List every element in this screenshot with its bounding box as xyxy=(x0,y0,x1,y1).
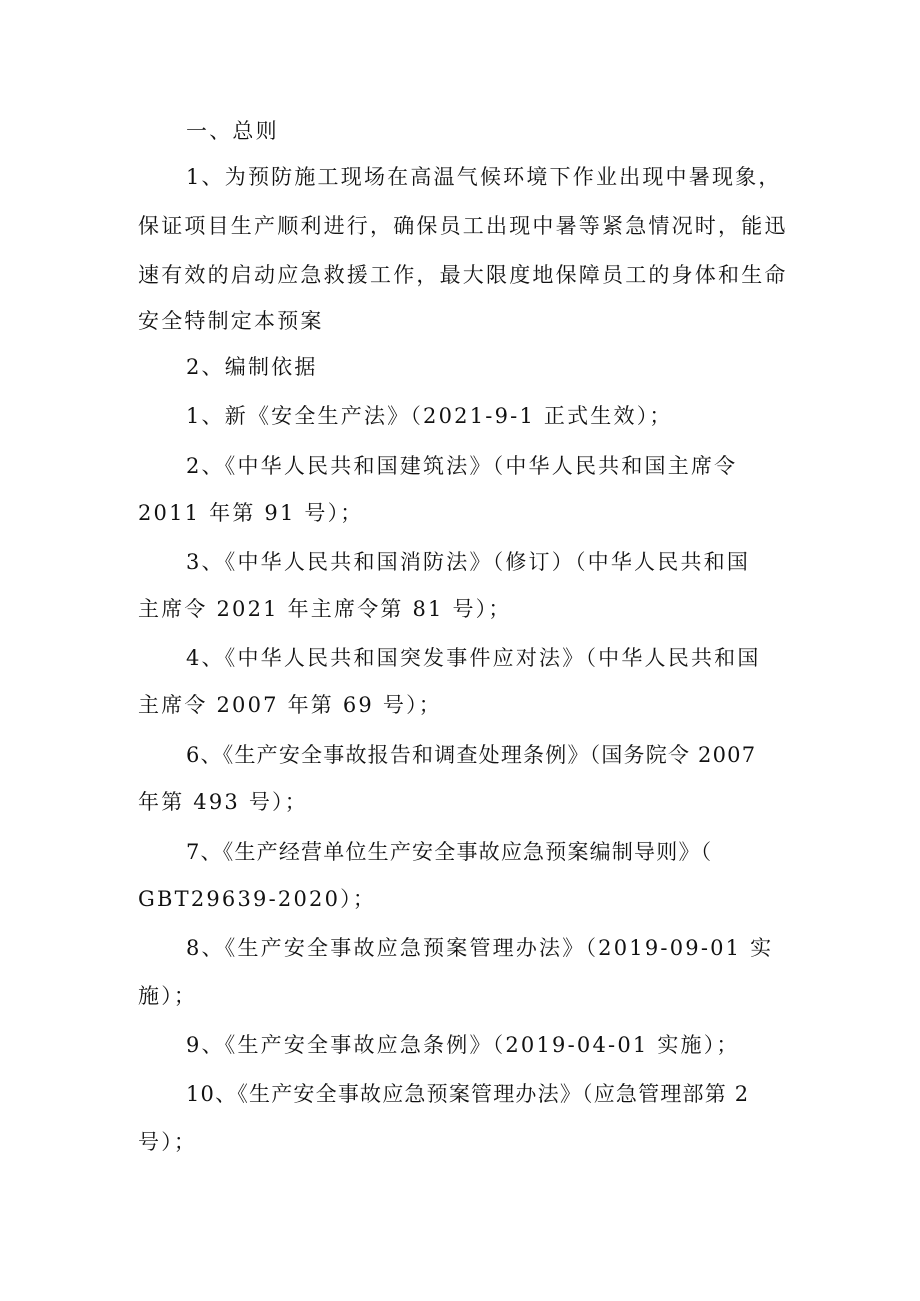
reference-item-continuation: 年第 493 号）； xyxy=(138,790,308,814)
reference-item-continuation: 主席令 2007 年第 69 号）； xyxy=(138,693,442,717)
paragraph-line: 安全特制定本预案 xyxy=(138,309,324,333)
reference-item: 4、《中华人民共和国突发事件应对法》（中华人民共和国 xyxy=(186,646,761,670)
paragraph-line: 速有效的启动应急救援工作，最大限度地保障员工的身体和生命 xyxy=(138,263,788,287)
reference-item: 8、《生产安全事故应急预案管理办法》（2019-09-01 实 xyxy=(186,936,774,960)
reference-item-continuation: 施）； xyxy=(138,984,198,1008)
reference-item-continuation: GBT29639-2020）； xyxy=(138,887,377,911)
reference-item: 2、《中华人民共和国建筑法》（中华人民共和国主席令 xyxy=(186,454,738,478)
paragraph-line: 1、为预防施工现场在高温气候环境下作业出现中暑现象， xyxy=(186,165,782,189)
reference-item: 10、《生产安全事故应急预案管理办法》（应急管理部第 2 xyxy=(186,1082,750,1106)
subsection-heading: 2、编制依据 xyxy=(186,355,318,379)
reference-item: 1、新《安全生产法》（2021-9-1 正式生效）； xyxy=(186,404,673,428)
reference-item: 7、《生产经营单位生产安全事故应急预案编制导则》（ xyxy=(186,840,713,864)
reference-item: 9、《生产安全事故应急条例》（2019-04-01 实施）； xyxy=(186,1033,740,1057)
reference-item: 6、《生产安全事故报告和调查处理条例》（国务院令 2007 xyxy=(186,743,757,767)
paragraph-line: 保证项目生产顺利进行，确保员工出现中暑等紧急情况时，能迅 xyxy=(138,214,788,238)
reference-item-continuation: 主席令 2021 年主席令第 81 号）； xyxy=(138,597,512,621)
reference-item: 3、《中华人民共和国消防法》（修订）（中华人民共和国 xyxy=(186,550,751,574)
reference-item-continuation: 2011 年第 91 号）； xyxy=(138,501,364,525)
reference-item-continuation: 号）； xyxy=(138,1130,198,1154)
section-heading: 一、总则 xyxy=(186,119,279,143)
